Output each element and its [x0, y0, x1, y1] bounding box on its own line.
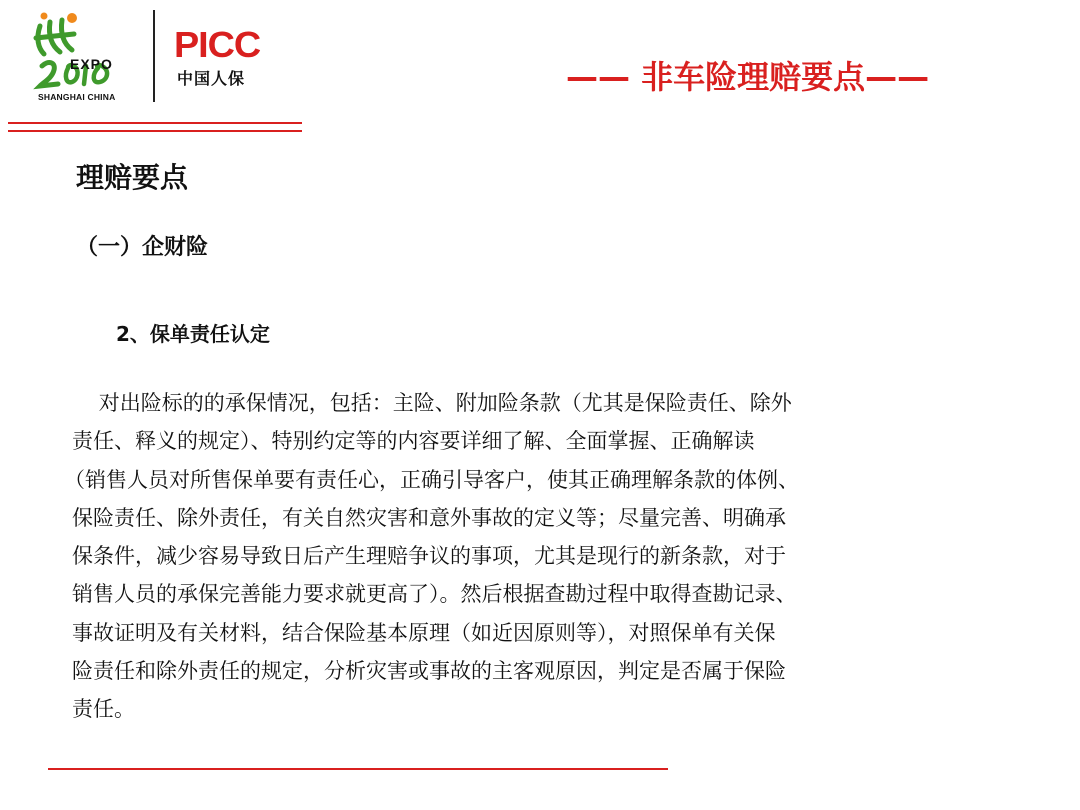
- body-line: 责任。: [72, 697, 135, 722]
- body-line: （销售人员对所售保单要有责任心，正确引导客户，使其正确理解条款的体例、: [64, 467, 799, 492]
- subsection-title: （一）企财险: [76, 235, 209, 260]
- header-rule-top: [8, 122, 302, 124]
- header-rule-bottom: [8, 130, 302, 132]
- body-line: 保条件，减少容易导致日后产生理赔争议的事项，尤其是现行的新条款，对于: [72, 544, 786, 569]
- body-line: 销售人员的承保完善能力要求就更高了）。然后根据查勘过程中取得查勘记录、: [72, 582, 797, 607]
- item-title: 2、保单责任认定: [116, 322, 270, 346]
- body-line: 事故证明及有关材料，结合保险基本原理（如近因原则等），对照保单有关保: [72, 620, 776, 645]
- slide-header-title: —— 非车险理赔要点——: [566, 58, 930, 96]
- body-line: 保险责任、除外责任，有关自然灾害和意外事故的定义等；尽量完善、明确承: [72, 505, 786, 530]
- body-paragraph: [64, 384, 1012, 729]
- expo-wordmark: EXPO: [70, 56, 113, 72]
- picc-logo-wordmark: PICC: [174, 24, 261, 65]
- body-line: 险责任和除外责任的规定，分析灾害或事故的主客观原因，判定是否属于保险: [72, 659, 786, 684]
- footer-rule: [48, 768, 668, 770]
- body-line: 对出险标的的承保情况，包括：主险、附加险条款（尤其是保险责任、除外: [72, 391, 792, 415]
- expo-city-label: SHANGHAI CHINA: [38, 92, 116, 102]
- body-line: 责任、释义的规定）、特别约定等的内容要详细了解、全面掌握、正确解读: [72, 429, 755, 454]
- section-title: 理赔要点: [76, 161, 189, 194]
- picc-logo-chinese: 中国人保: [177, 69, 246, 88]
- logo-divider: [153, 10, 155, 102]
